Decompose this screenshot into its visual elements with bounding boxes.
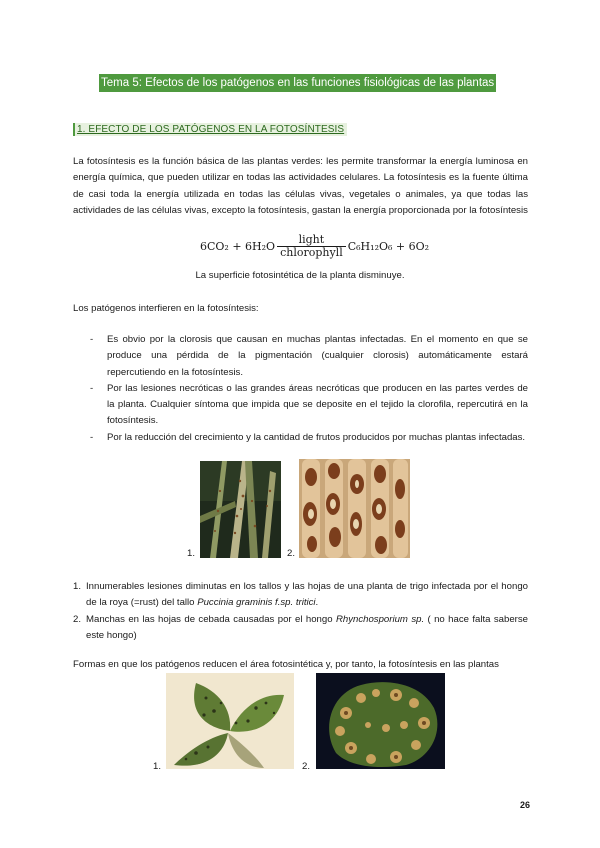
- intro-paragraph: La fotosíntesis es la función básica de las plantas verdes: les permite transformar la energía luminosa en energía química, que pueden utilizar en todas las actividades celulares. La fotosíntesis es la fuente última de casi toda la energía utilizada en todas las células vivas, vegetales o animales, ya que todas las actividades de las células vivas, excepto la fotosíntesis, gastan la energía proporcionada por la fotosíntesis: [73, 156, 528, 216]
- figure1-label-2: 2.: [287, 548, 296, 559]
- leaf-blotch-lesions-photo: [316, 673, 445, 769]
- caption-text: Manchas en las hojas de cebada causadas por el hongo: [86, 613, 336, 625]
- formula-reactants: 6CO₂ + 6H₂O: [200, 240, 276, 253]
- figure2-label-2: 2.: [302, 761, 311, 772]
- caption-number: 1.: [73, 581, 82, 592]
- pathogens-intro: Los patógenos interfieren en la fotosíntesis:: [73, 303, 259, 314]
- caption-item: [73, 579, 528, 612]
- wheat-stem-rust-photo: [200, 461, 281, 558]
- figure2-label-1: 1.: [153, 761, 162, 772]
- formula-arrow-fraction: [277, 234, 346, 259]
- caption-species: Puccinia graminis f.sp. tritici: [197, 597, 316, 609]
- caption-species: Rhynchosporium sp.: [335, 613, 425, 625]
- barley-leaf-spots-photo: [299, 459, 410, 558]
- figure1-label-1: 1.: [187, 548, 196, 559]
- bullet-item: - Por las lesiones necróticas o las grandes áreas necróticas que producen en las partes verdes de la planta. Cualquier síntoma que impida que se deposite en el tejido la clorofila, repercutirá en la fotosíntesis.: [90, 381, 528, 430]
- spotted-leaf-trio-photo: [166, 673, 294, 769]
- formula-over: light: [298, 233, 325, 246]
- caption-text: Innumerables lesiones diminutas en los tallos y las hojas de una planta de trigo infectada por el hongo de la roya (=rust) del tallo: [86, 581, 528, 609]
- caption-number: 2.: [73, 613, 82, 625]
- bullet-item: - Es obvio por la clorosis que causan en muchas plantas infectadas. En el momento en que se produce una pérdida de la pigmentación (cualquier clorosis) automáticamente estará repercutiendo en la fotosíntesis.: [90, 332, 528, 381]
- caption-item: [73, 612, 528, 645]
- section-heading: 1. EFECTO DE LOS PATÓGENOS EN LA FOTOSÍNTESIS: [73, 123, 347, 136]
- formas-heading: Formas en que los patógenos reducen el área fotosintética y, por tanto, la fotosíntesis en las plantas: [73, 659, 499, 670]
- bullet-item: - Por la reducción del crecimiento y la cantidad de frutos producidos por muchas plantas infectadas.: [90, 430, 528, 446]
- document-title: Tema 5: Efectos de los patógenos en las funciones fisiológicas de las plantas: [99, 74, 496, 92]
- figure1-captions: [73, 579, 528, 644]
- bullet-list: [90, 332, 528, 446]
- formula-caption: La superficie fotosintética de la planta disminuye.: [195, 270, 405, 281]
- photosynthesis-formula: [200, 234, 429, 259]
- formula-products: C₆H₁₂O₆ + 6O₂: [347, 240, 430, 253]
- page-number: 26: [519, 800, 530, 810]
- caption-text-end: ( no hace falta saberse este hongo): [86, 613, 529, 641]
- formula-under: chlorophyll: [277, 246, 346, 259]
- caption-text-end: .: [315, 597, 319, 609]
